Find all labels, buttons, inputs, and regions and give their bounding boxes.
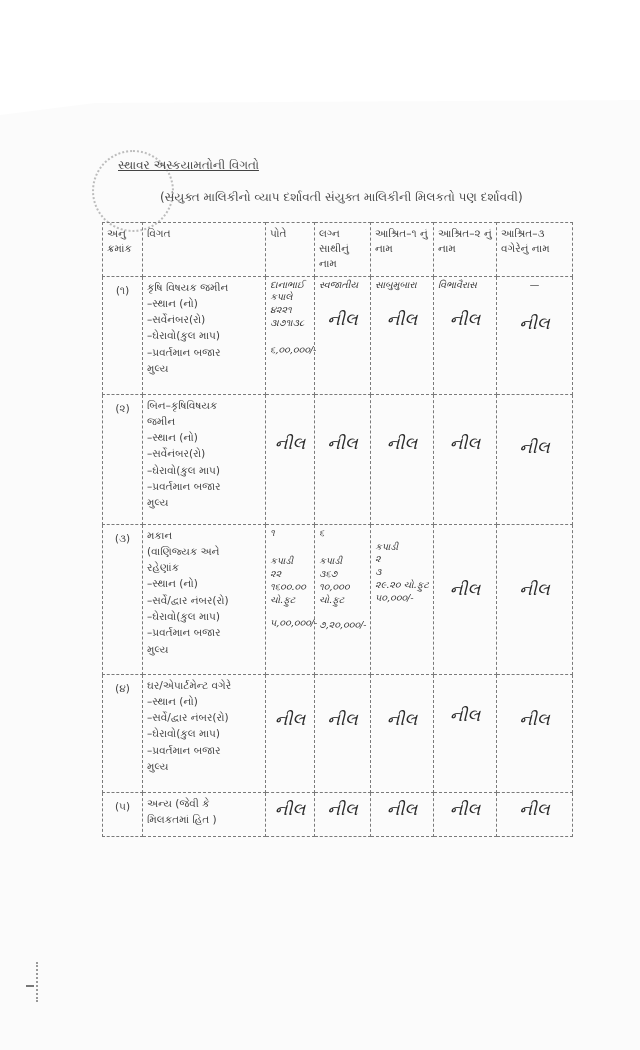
header-dependent-3: આશ્રિત–૩ વગેરેનું નામ bbox=[497, 223, 573, 277]
row-serial: (૧) bbox=[103, 276, 143, 394]
cell-dependent-3 bbox=[497, 792, 573, 836]
cell-dependent-3 bbox=[497, 276, 573, 394]
table-row bbox=[103, 674, 573, 792]
nil-entry: નીલ bbox=[519, 709, 550, 730]
section-subheading: (સંયુક્ત માલિકીનો વ્યાપ દર્શાવતી સંયુક્ત માલિકીની મિલકતો પણ દર્શાવવી) bbox=[160, 190, 523, 204]
immovable-assets-table bbox=[102, 222, 573, 837]
row-description: મકાન (વાણિજ્યક અને રહેણાંક –સ્થાન (નો) –સર્વે/દ્વાર નંબર(રો) –ઘેરાવો(કુલ માપ) –પ્રવર્તમાન બજાર મુલ્ય bbox=[143, 524, 266, 674]
cell-dependent-2 bbox=[434, 394, 497, 524]
header-self: પોતે bbox=[266, 223, 315, 277]
handwritten-name: વિભાવૈરાસ bbox=[438, 279, 477, 291]
nil-entry: નીલ bbox=[327, 310, 358, 331]
nil-entry: નીલ bbox=[519, 437, 550, 458]
nil-entry: નીલ bbox=[327, 709, 358, 730]
cell-dependent-3 bbox=[497, 674, 573, 792]
nil-entry: નીલ bbox=[449, 579, 481, 600]
cell-dependent-2 bbox=[434, 674, 497, 792]
header-dependent-2: આશ્રિત–૨ નું નામ bbox=[434, 223, 497, 277]
cell-dependent-3 bbox=[497, 524, 573, 674]
nil-entry: નીલ bbox=[386, 433, 418, 454]
row-serial: (૪) bbox=[103, 674, 143, 792]
nil-entry: નીલ bbox=[274, 709, 306, 730]
nil-entry: નીલ bbox=[386, 799, 418, 820]
row-description: અન્ય (જેવી કે મિલકતમાં હિત ) bbox=[143, 792, 266, 836]
cell-self bbox=[266, 674, 315, 792]
row-description: બિન–કૃષિવિષયક જમીન –સ્થાન (નો) –સર્વેનંબર(રો) –ઘેરાવો(કુલ માપ) –પ્રવર્તમાન બજાર મુલ્ય bbox=[143, 394, 266, 524]
cell-self bbox=[266, 792, 315, 836]
cell-spouse bbox=[315, 792, 371, 836]
section-heading: સ્થાવર અસ્કયામતોની વિગતો bbox=[118, 158, 259, 172]
page-fold bbox=[0, 0, 640, 115]
cell-dependent-2 bbox=[434, 524, 497, 674]
nil-entry: નીલ bbox=[274, 433, 306, 454]
cell-spouse bbox=[315, 394, 371, 524]
table-row bbox=[103, 394, 573, 524]
nil-entry: નીલ bbox=[449, 310, 481, 331]
cell-spouse bbox=[315, 276, 371, 394]
row-serial: (૩) bbox=[103, 524, 143, 674]
cell-self bbox=[266, 394, 315, 524]
handwritten-name: સ્વજાતીય bbox=[319, 279, 359, 291]
cell-dependent-2 bbox=[434, 792, 497, 836]
cell-dependent-1: કપાડી ૨ ૩ ૨૯.૨૦ ચો.ફુટ ૫૦,૦૦૦/- bbox=[371, 524, 434, 674]
cell-dependent-3 bbox=[497, 394, 573, 524]
header-serial: અનુ ક્રમાંક bbox=[103, 223, 143, 277]
cell-dependent-2 bbox=[434, 276, 497, 394]
nil-entry: નીલ bbox=[327, 799, 358, 820]
row-description: ઘર/એપાર્ટમેન્ટ વગેરે –સ્થાન (નો) –સર્વે/દ્વાર નંબર(રો) –ઘેરાવો(કુલ માપ) –પ્રવર્તમાન બજાર મુલ્ય bbox=[143, 674, 266, 792]
header-spouse: લગ્ન સાથીનું નામ bbox=[315, 223, 371, 277]
nil-entry: નીલ bbox=[449, 799, 481, 820]
row-description: કૃષિ વિષયક જમીન –સ્થાન (નો) –સર્વેનંબર(રો) –ઘેરાવો(કુલ માપ) –પ્રવર્તમાન બજાર મુલ્ય bbox=[143, 276, 266, 394]
nil-entry: નીલ bbox=[519, 314, 550, 335]
cell-self: દાનાભાઈ કપાલે ૪૨૨૧ ૩।૭૧।૩૮ ૬,૦૦,૦૦૦/- bbox=[266, 276, 315, 394]
handwritten-name: — bbox=[529, 279, 540, 291]
table-header-row bbox=[103, 223, 573, 277]
header-details: વિગત bbox=[143, 223, 266, 277]
nil-entry: નીલ bbox=[519, 799, 550, 820]
cell-self: ૧ કપાડી ૨૨ ૧૬૦૦.૦૦ ચો.ફુટ ૫,૦૦,૦૦૦/- bbox=[266, 524, 315, 674]
table-row bbox=[103, 276, 573, 394]
cell-spouse: ૬ કપાડી ૩૬૭ ૧૦,૦૦૦ ચો.ફુટ ૭,૨૦,૦૦૦/- bbox=[315, 524, 371, 674]
nil-entry: નીલ bbox=[327, 433, 358, 454]
nil-entry: નીલ bbox=[449, 433, 481, 454]
nil-entry: નીલ bbox=[386, 310, 418, 331]
handwritten-name: સાબુમુબારા bbox=[375, 279, 417, 291]
cell-dependent-1 bbox=[371, 276, 434, 394]
nil-entry: નીલ bbox=[386, 709, 418, 730]
scan-artifact bbox=[26, 985, 34, 987]
nil-entry: નીલ bbox=[519, 579, 550, 600]
table-row bbox=[103, 524, 573, 674]
row-serial: (૫) bbox=[103, 792, 143, 836]
cell-dependent-1 bbox=[371, 394, 434, 524]
row-serial: (૨) bbox=[103, 394, 143, 524]
cell-dependent-1 bbox=[371, 792, 434, 836]
scan-artifact bbox=[36, 962, 41, 1002]
cell-dependent-1 bbox=[371, 674, 434, 792]
nil-entry: નીલ bbox=[449, 705, 481, 726]
cell-spouse bbox=[315, 674, 371, 792]
table-row bbox=[103, 792, 573, 836]
nil-entry: નીલ bbox=[274, 799, 306, 820]
handwritten-name: દાનાભાઈ bbox=[270, 279, 305, 291]
header-dependent-1: આશ્રિત–૧ નું નામ bbox=[371, 223, 434, 277]
